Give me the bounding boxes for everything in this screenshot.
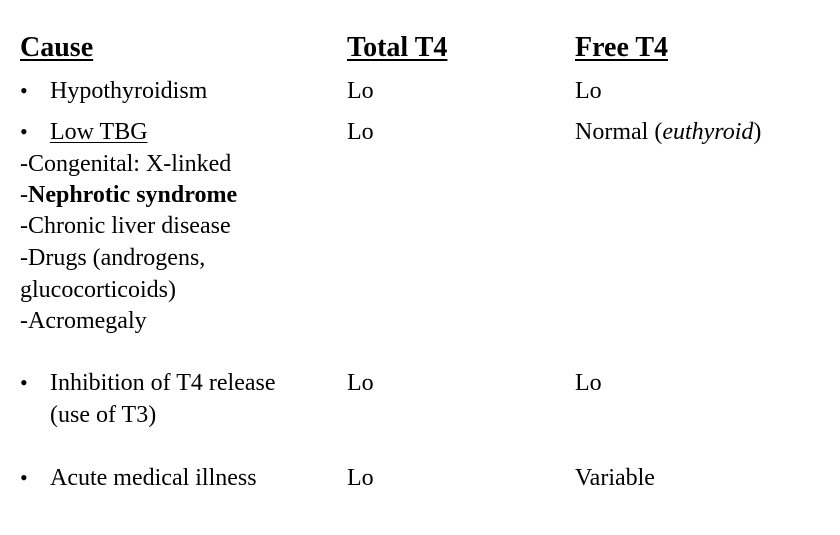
subitem-acromegaly: -Acromegaly <box>20 308 147 334</box>
header-cause: Cause <box>20 32 94 63</box>
free-t4-prefix: Normal ( <box>575 119 663 145</box>
free-t4-cell <box>575 120 761 144</box>
free-t4-cell: Variable <box>575 465 655 491</box>
total-t4-cell: Lo <box>347 370 374 396</box>
free-t4-cell: Lo <box>575 370 602 396</box>
bullet-icon: • <box>20 465 28 490</box>
subitem-congenital: -Congenital: X-linked <box>20 151 232 177</box>
cause-cell-line1: Inhibition of T4 release <box>50 370 276 396</box>
subitem-liver: -Chronic liver disease <box>20 213 231 239</box>
total-t4-cell: Lo <box>347 119 374 145</box>
free-t4-suffix: ) <box>753 119 762 145</box>
header-free-t4: Free T4 <box>575 32 669 63</box>
subitem-drugs-line1: -Drugs (androgens, <box>20 245 206 271</box>
cause-cell: Acute medical illness <box>50 465 257 491</box>
subitem-dash: - <box>20 182 28 208</box>
header-total-t4: Total T4 <box>347 32 448 63</box>
cause-cell-line2: (use of T3) <box>50 402 157 428</box>
bullet-icon: • <box>20 370 28 395</box>
free-t4-cell: Lo <box>575 78 602 104</box>
total-t4-cell: Lo <box>347 78 374 104</box>
subitem-nephrotic <box>20 183 237 207</box>
cause-cell: Hypothyroidism <box>50 78 208 104</box>
bullet-icon: • <box>20 119 28 144</box>
free-t4-italic: euthyroid <box>662 119 754 145</box>
cause-cell: Low TBG <box>50 119 148 145</box>
total-t4-cell: Lo <box>347 465 374 491</box>
bullet-icon: • <box>20 78 28 103</box>
subitem-nephrotic-bold: Nephrotic syndrome <box>28 182 238 208</box>
subitem-drugs-line2: glucocorticoids) <box>20 277 176 303</box>
